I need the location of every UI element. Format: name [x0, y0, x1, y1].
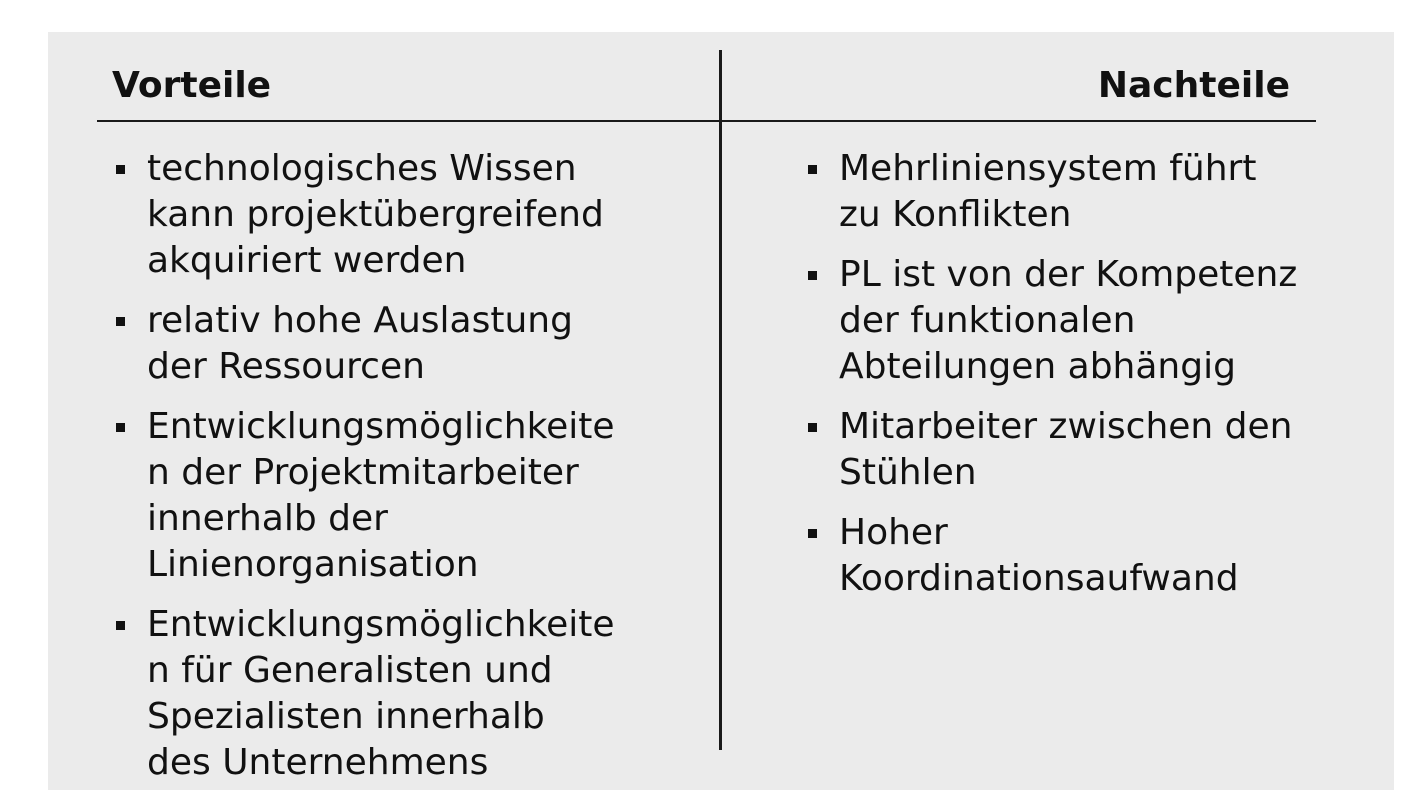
column-divider [719, 50, 722, 750]
square-bullet-icon [116, 423, 125, 432]
square-bullet-icon [808, 423, 817, 432]
disadvantage-item [804, 510, 1364, 602]
square-bullet-icon [116, 621, 125, 630]
header-underline [97, 120, 1316, 122]
disadvantage-text: Mitarbeiter zwischen den Stühlen [839, 406, 1293, 493]
advantage-text: Entwicklungsmöglichkeite n für Generalisten und Spezialisten innerhalb des Unternehmens [147, 604, 615, 783]
disadvantages-list [804, 146, 1364, 616]
disadvantage-text: Mehrliniensystem führt zu Konflikten [839, 148, 1257, 235]
square-bullet-icon [808, 165, 817, 174]
advantage-item [112, 146, 672, 284]
advantage-item [112, 298, 672, 390]
advantages-heading: Vorteile [112, 65, 272, 106]
square-bullet-icon [116, 165, 125, 174]
advantage-text: Entwicklungsmöglichkeite n der Projektmitarbeiter innerhalb der Linienorganisation [147, 406, 615, 585]
disadvantage-item [804, 404, 1364, 496]
advantage-item [112, 602, 672, 786]
disadvantage-item [804, 146, 1364, 238]
disadvantage-text: Hoher Koordinationsaufwand [839, 512, 1239, 599]
advantages-list [112, 146, 672, 800]
disadvantages-heading: Nachteile [1097, 65, 1290, 106]
disadvantage-item [804, 252, 1364, 390]
advantage-text: technologisches Wissen kann projektübergreifend akquiriert werden [147, 148, 604, 281]
square-bullet-icon [808, 271, 817, 280]
disadvantage-text: PL ist von der Kompetenz der funktionalen Abteilungen abhängig [839, 254, 1298, 387]
square-bullet-icon [808, 529, 817, 538]
square-bullet-icon [116, 317, 125, 326]
advantage-text: relativ hohe Auslastung der Ressourcen [147, 300, 573, 387]
advantage-item [112, 404, 672, 588]
